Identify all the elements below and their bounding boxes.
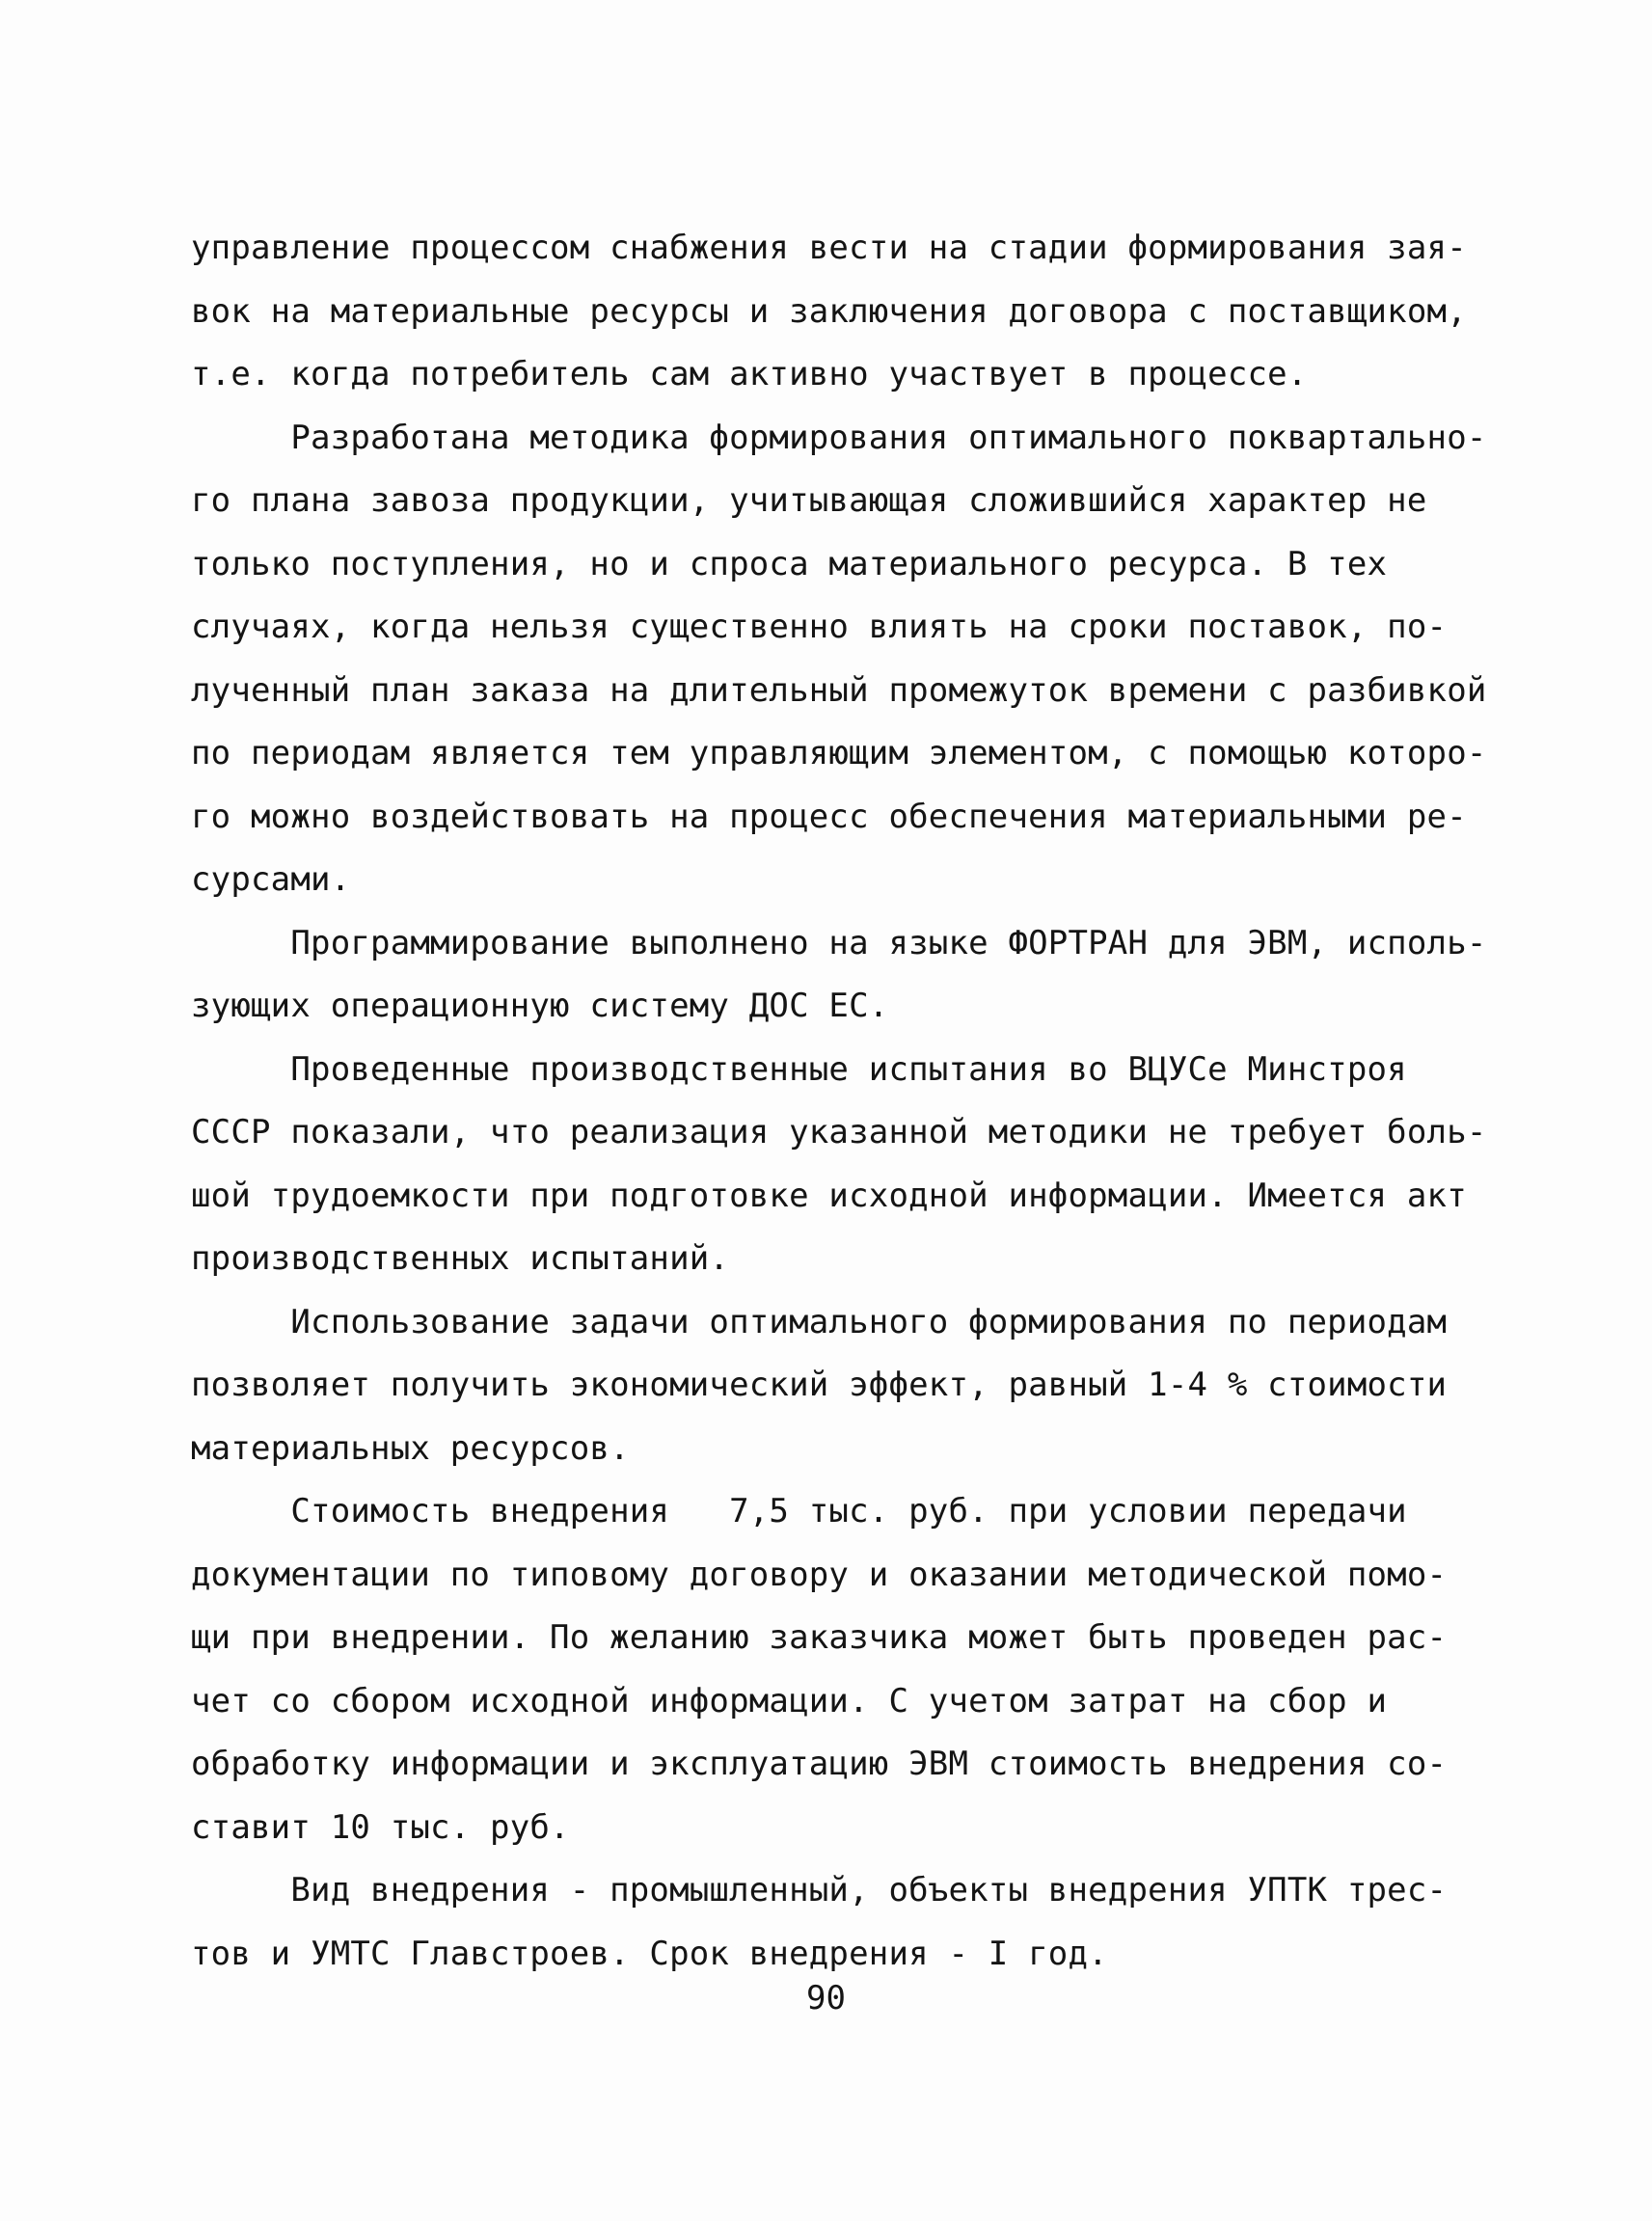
text-line: Разработана методика формирования оптимального поквартально- — [191, 418, 1487, 457]
text-line: позволяет получить экономический эффект, равный 1-4 % стоимости — [191, 1366, 1448, 1404]
text-line: Стоимость внедрения 7,5 тыс. руб. при условии передачи — [191, 1492, 1407, 1530]
text-line: Использование задачи оптимального формирования по периодам — [191, 1302, 1448, 1341]
text-line: т.е. когда потребитель сам активно участвует в процессе. — [191, 355, 1308, 393]
page-number: 90 — [806, 1979, 846, 2018]
text-line: чет со сбором исходной информации. С учетом затрат на сбор и — [191, 1681, 1388, 1720]
text-line: Проведенные производственные испытания во ВЦУСе Минстроя — [191, 1049, 1407, 1089]
text-line: ставит 10 тыс. руб. — [191, 1807, 570, 1847]
text-line: Вид внедрения - промышленный, объекты внедрения УПТК трес- — [191, 1871, 1448, 1910]
text-line: шой трудоемкости при подготовке исходной информации. Имеется акт — [191, 1176, 1467, 1215]
text-line: документации по типовому договору и оказании методической помо- — [191, 1555, 1448, 1594]
text-line: материальных ресурсов. — [191, 1428, 630, 1468]
text-line: случаях, когда нельзя существенно влиять на сроки поставок, по- — [191, 608, 1448, 646]
text-line: лученный план заказа на длительный промежуток времени с разбивкой — [191, 670, 1487, 710]
text-line: обработку информации и эксплуатацию ЭВМ стоимость внедрения со- — [191, 1745, 1448, 1783]
text-line: по периодам является тем управляющим элементом, с помощью которо- — [191, 734, 1487, 772]
text-line: СССР показали, что реализация указанной методики не требует боль- — [191, 1113, 1487, 1151]
text-line: управление процессом снабжения вести на стадии формирования зая- — [191, 229, 1467, 267]
text-line: щи при внедрении. По желанию заказчика может быть проведен рас- — [191, 1618, 1448, 1657]
text-line: производственных испытаний. — [191, 1239, 730, 1278]
text-line: только поступления, но и спроса материального ресурса. В тех — [191, 544, 1388, 583]
text-line: Программирование выполнено на языке ФОРТРАН для ЭВМ, исполь- — [191, 923, 1487, 962]
text-line: сурсами. — [191, 860, 351, 899]
text-line: тов и УМТС Главстроев. Срок внедрения - I год. — [191, 1934, 1108, 1973]
text-line: го плана завоза продукции, учитывающая сложившийся характер не — [191, 481, 1427, 520]
text-line: вок на материальные ресурсы и заключения договора с поставщиком, — [191, 291, 1467, 331]
text-line: го можно воздействовать на процесс обеспечения материальными ре- — [191, 797, 1467, 836]
body-text — [191, 217, 1487, 1986]
text-line: зующих операционную систему ДОС ЕС. — [191, 987, 889, 1025]
